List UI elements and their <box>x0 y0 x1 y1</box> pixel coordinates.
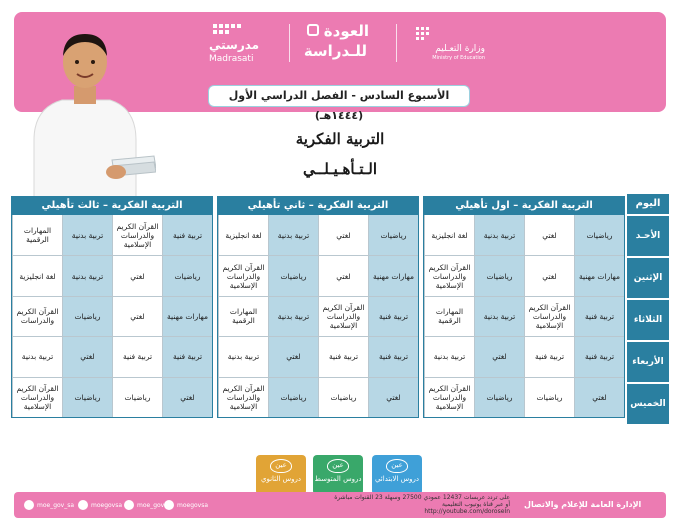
schedule-cell: المهارات الرقمية <box>424 297 474 336</box>
schedule-cell: رياضيات <box>112 378 162 417</box>
panel-body <box>12 215 212 417</box>
day-label: الخميس <box>627 384 669 424</box>
schedule-row <box>218 215 418 255</box>
schedule-cell: رياضيات <box>62 378 112 417</box>
facebook-icon <box>78 500 88 510</box>
moe-logo <box>415 24 485 62</box>
footer-bar <box>14 492 666 518</box>
social-facebook[interactable]: moegovsa <box>78 499 122 511</box>
schedule-cell: مهارات مهنية <box>368 256 418 295</box>
schedule-cell: رياضيات <box>474 256 524 295</box>
schedule-row <box>424 255 624 295</box>
schedule-cell: تربية فنية <box>524 337 574 376</box>
day-label: الثلاثاء <box>627 300 669 340</box>
schedule-cell: تربية فنية <box>112 337 162 376</box>
schedule-cell: القرآن الكريم والدراسات الإسلامية <box>12 378 62 417</box>
social-youtube[interactable]: moegovsa <box>164 499 208 511</box>
madrasati-grid-icon <box>213 24 243 36</box>
social-twitter[interactable]: moe_gov_sa <box>24 499 74 511</box>
schedule-cell: القرآن الكريم والدراسات الإسلامية <box>218 378 268 417</box>
schedule-row <box>12 377 212 417</box>
panel-title: التربية الفكرية – ثالث تأهيلي <box>12 197 212 215</box>
footer-info-line: أو عبر قناة يوتيوب التعليمية <box>441 501 510 508</box>
schedule-cell: تربية بدنية <box>62 256 112 295</box>
schedule-cell: القرآن الكريم والدراسات الإسلامية <box>318 297 368 336</box>
panel-title: التربية الفكرية – اول تأهيلي <box>424 197 624 215</box>
schedule-cell: لغة انجليزية <box>424 215 474 255</box>
madrasati-en: Madrasati <box>209 54 254 64</box>
schedule-cell: رياضيات <box>474 378 524 417</box>
schedule-cell: لغتي <box>524 256 574 295</box>
header-divider <box>289 24 290 62</box>
schedule-cell: القرآن الكريم والدراسات الإسلامية <box>424 256 474 295</box>
back-to-school-logo <box>303 22 373 64</box>
channel-badge-primary[interactable] <box>372 455 422 495</box>
day-column <box>627 194 669 426</box>
schedule-cell: لغتي <box>368 378 418 417</box>
schedule-row <box>12 255 212 295</box>
moe-emblem-icon <box>415 26 431 42</box>
footer-brand: الإدارة العامة للإعلام والاتصال <box>524 500 642 509</box>
schedule-row <box>218 377 418 417</box>
schedule-cell: القرآن الكريم والدراسات الإسلامية <box>424 378 474 417</box>
schedule-cell: رياضيات <box>574 215 624 255</box>
schedule-cell: لغتي <box>112 297 162 336</box>
schedule-cell: لغتي <box>62 337 112 376</box>
moe-name-en: Ministry of Education <box>432 55 485 61</box>
channel-label: دروس المتوسط <box>314 475 362 483</box>
back-title-2: للـدراسة <box>303 42 367 60</box>
schedule-panel-first <box>423 196 625 418</box>
schedule-row <box>424 296 624 336</box>
schedule-row <box>218 336 418 376</box>
moe-name-ar: وزارة التعـليم <box>435 44 485 54</box>
schedule-cell: تربية فنية <box>368 297 418 336</box>
schedule-cell: القرآن الكريم والدراسات الإسلامية <box>112 215 162 255</box>
madrasati-logo <box>205 24 275 66</box>
schedule-cell: تربية بدنية <box>474 297 524 336</box>
schedule-cell: تربية بدنية <box>474 215 524 255</box>
footer-info-line: على تردد عربسات 12437 عمودي 27500 وسهلة 23 القنوات مباشرة <box>334 494 510 501</box>
channel-label: دروس الابتدائي <box>374 475 420 483</box>
schedule-cell: رياضيات <box>318 378 368 417</box>
schedule-cell: لغة انجليزية <box>12 256 62 295</box>
footer-url[interactable]: http://youtube.com/doroseIn <box>424 508 510 515</box>
schedule-cell: تربية فنية <box>162 215 212 255</box>
channel-badge-middle[interactable] <box>313 455 363 495</box>
schedule-cell: لغة انجليزية <box>218 215 268 255</box>
schedule-row <box>218 255 418 295</box>
panel-title: التربية الفكرية – ثاني تأهيلي <box>218 197 418 215</box>
schedule-cell: لغتي <box>524 215 574 255</box>
social-snapchat[interactable]: moe_gov <box>124 499 164 511</box>
schedule-row <box>12 215 212 255</box>
day-label: الإثنين <box>627 258 669 298</box>
schedule-cell: لغتي <box>318 215 368 255</box>
schedule-cell: القرآن الكريم والدراسات الإسلامية <box>524 297 574 336</box>
schedule-row <box>424 377 624 417</box>
schedule-cell: المهارات الرقمية <box>12 215 62 255</box>
schedule-cell: تربية فنية <box>162 337 212 376</box>
schedule-row <box>424 215 624 255</box>
schedule-row <box>218 296 418 336</box>
schedule-cell: رياضيات <box>62 297 112 336</box>
eyn-logo-icon: عين <box>386 459 408 473</box>
panel-body <box>218 215 418 417</box>
eyn-logo-icon: عين <box>327 459 349 473</box>
channel-badge-secondary[interactable] <box>256 455 306 495</box>
youtube-icon <box>164 500 174 510</box>
day-label: الأربعاء <box>627 342 669 382</box>
header-divider <box>396 24 397 62</box>
day-column-header: اليوم <box>627 194 669 214</box>
twitter-icon <box>24 500 34 510</box>
student-illustration <box>16 20 156 200</box>
panel-body <box>424 215 624 417</box>
schedule-cell: تربية بدنية <box>268 297 318 336</box>
schedule-cell: لغتي <box>268 337 318 376</box>
schedule-cell: لغتي <box>162 378 212 417</box>
schedule-cell: رياضيات <box>524 378 574 417</box>
schedule-cell: تربية فنية <box>318 337 368 376</box>
subject-title: التربية الفكرية <box>295 130 385 148</box>
schedule-cell: القرآن الكريم والدراسات الإسلامية <box>218 256 268 295</box>
schedule-cell: لغتي <box>474 337 524 376</box>
schedule-cell: رياضيات <box>268 378 318 417</box>
subject-subtitle: الـتـأهـيـلــي <box>302 160 378 178</box>
schedule-cell: القرآن الكريم والدراسات <box>12 297 62 336</box>
schedule-cell: رياضيات <box>368 215 418 255</box>
schedule-cell: لغتي <box>112 256 162 295</box>
schedule-cell: لغتي <box>574 378 624 417</box>
schedule-cell: رياضيات <box>162 256 212 295</box>
schedule-cell: لغتي <box>318 256 368 295</box>
book-icon <box>307 24 319 36</box>
schedule-cell: تربية بدنية <box>12 337 62 376</box>
schedule-cell: تربية بدنية <box>268 215 318 255</box>
schedule-row <box>12 336 212 376</box>
back-title-1: العودة <box>323 22 369 40</box>
schedule-panel-third <box>11 196 213 418</box>
schedule-row <box>12 296 212 336</box>
madrasati-ar: مدرستي <box>209 38 260 52</box>
schedule-cell: تربية فنية <box>574 337 624 376</box>
week-label: الأسبوع السادس - الفصل الدراسي الأول (١٤٤٤هـ) <box>208 85 470 107</box>
schedule-cell: تربية بدنية <box>62 215 112 255</box>
schedule-cell: مهارات مهنية <box>574 256 624 295</box>
schedule-cell: رياضيات <box>268 256 318 295</box>
schedule-cell: تربية فنية <box>368 337 418 376</box>
schedule-cell: المهارات الرقمية <box>218 297 268 336</box>
footer-info <box>270 494 510 515</box>
channel-label: دروس الثانوي <box>260 475 301 483</box>
day-label: الأحـد <box>627 216 669 256</box>
schedule-cell: تربية بدنية <box>218 337 268 376</box>
schedule-cell: مهارات مهنية <box>162 297 212 336</box>
snapchat-icon <box>124 500 134 510</box>
schedule-cell: تربية فنية <box>574 297 624 336</box>
schedule-row <box>424 336 624 376</box>
eyn-logo-icon: عين <box>270 459 292 473</box>
schedule-panel-second <box>217 196 419 418</box>
schedule-cell: تربية بدنية <box>424 337 474 376</box>
